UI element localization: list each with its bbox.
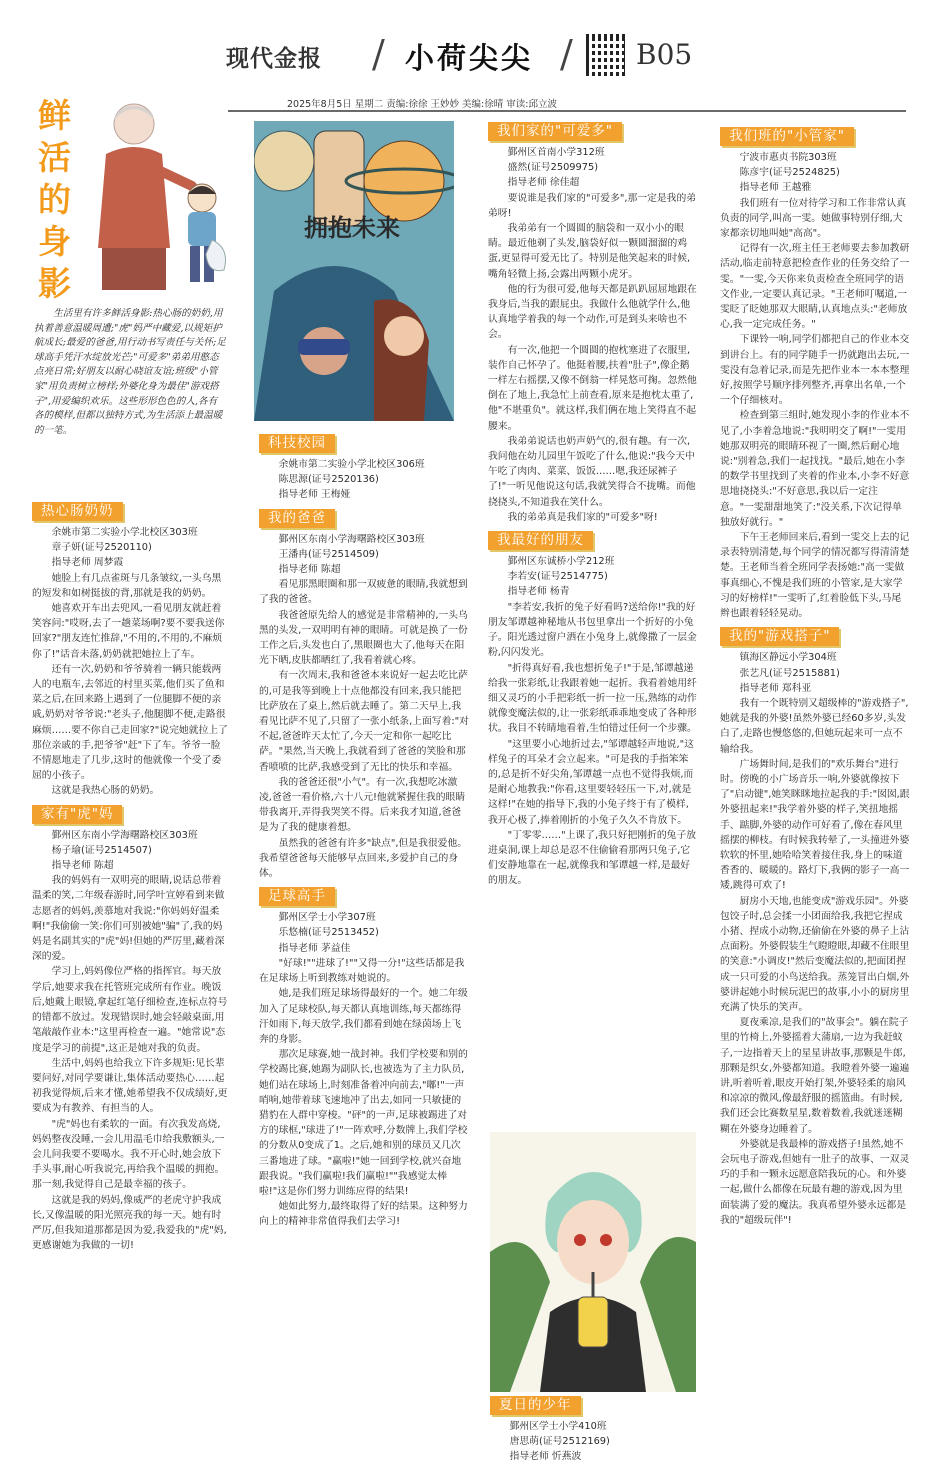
student: 王潘冉(证号2514509) [278, 548, 379, 560]
paragraph: 还有一次,奶奶和爷爷骑着一辆只能载两人的电瓶车,去邻近的村里买菜,他们买了鱼和菜之后,在回来路上遇到了一位腿脚不便的亲戚,奶奶对爷爷说:"老头子,他腿脚不便,走路很麻烦……要不你自己走回家?"说完她就拉上了那位亲戚的手,把爷爷"赶"下了车。爷爷一脸不情愿地走了几步,这时的他就像一个受了委屈的小孩子。 [32, 663, 228, 782]
teacher: 指导老师 陈超 [278, 564, 341, 576]
paragraph: 那次足球赛,她一战封神。我们学校要和别的学校踢比赛,她踢为副队长,也被选为了主力队员,她们站在球场上,时刻准备着冲向前去,"嘟!"一声哨响,她带着球飞速地冲了出去,如同一只敏捷的猎豹在人群中穿梭。"砰"的一声,足球被踢进了对方的球框,"球进了!"一阵欢呼,分数牌上,我们学校的分数从0变成了1。之后,她和别的球员又几次三番地进了球。"赢啦!"她一回到学校,就兴奋地跟我说。"我们赢啦!我们赢啦!""我感觉太棒啦!"这是你们努力训练应得的结果! [259, 1049, 468, 1197]
teacher: 指导老师 茅益佳 [278, 942, 351, 954]
paragraph: 夏夜乘凉,是我们的"故事会"。躺在院子里的竹椅上,外婆摇着大蒲扇,一边为我赶蚊子,一边指着天上的星星讲故事,那颗是牛郎,那颗是织女,外婆都知道。我瞪着外婆一遍遍讲,听着听着,眼皮开始打架,外婆轻柔的扇风和凉凉的微风,像最舒服的摇篮曲。有时候,我们还会比赛数星星,数着数着,我就迷迷糊糊在外婆身边睡着了。 [720, 1017, 910, 1135]
feature-title: 鲜活的身影 [38, 96, 71, 303]
article-title: 我的"游戏搭子" [720, 627, 839, 646]
school: 鄞州区东南小学海曙路校区303班 [278, 533, 425, 545]
paragraph: 我的妈妈有一双明亮的眼睛,说话总带着温柔的笑,二年级春游时,同学叶宣婷看到来做志愿者的妈妈,羡慕地对我说:"你妈妈好温柔啊!"我偷偷一笑:你们可别被她"骗"了,我的妈妈是名副其实的"虎"妈!但她的严厉里,藏着深深的爱。 [32, 875, 225, 963]
paragraph: 这就是我的妈妈,像威严的老虎守护我成长,又像温暖的阳光照亮我的每一天。她有时严厉,但我知道那都是因为爱,我爱我的"虎"妈,更感谢她为我做的一切! [32, 1194, 227, 1252]
paragraph: 生活中,妈妈也给我立下许多规矩:见长辈要问好,对同学要谦让,集体活动要热心……起初我觉得烦,后来才懂,她希望我不仅成绩好,更要成为有教养、有担当的人。 [32, 1057, 228, 1115]
school: 宁波市惠贞书院303班 [739, 152, 837, 163]
summer-boy-artwork [490, 1132, 696, 1392]
paragraph: 厨房小天地,也能变成"游戏乐园"。外婆包饺子时,总会揉一小团面给我,我把它捏成小猪、捏成小动物,还偷偷在外婆的鼻子上沾点面粉。外婆假装生气瞪瞪眼,却藏不住眼里的笑意:"小调皮!"然后变魔法似的,把面团捏成一只可爱的小鸟送给我。蒸笼冒出白烟,外婆讲起她小时候玩泥巴的故事,小小的厨房里充满了快乐的笑声。 [720, 895, 910, 1013]
paragraph: "这里要小心地折过去,"邹谭越轻声地说,"这样兔子的耳朵才会立起来。"可是我的手指笨笨的,总是折不好尖角,邹谭越一点也不觉得我烦,而是耐心地教我:"你看,这里要轻轻压一下,对,就是这样!"在她的指导下,我的小兔子终于有了模样,我开心极了,捧着刚折的小兔子久久不肯放下。 [488, 738, 694, 826]
student: 盛然(证号2509975) [507, 162, 599, 174]
school: 镇海区静远小学304班 [739, 652, 837, 664]
paragraph: 虽然我的爸爸有许多"缺点",但是我很爱他。我希望爸爸每天能够早点回来,多爱护自己的身体。 [259, 837, 468, 880]
tech-campus-artwork [254, 121, 454, 421]
article-title: 我最好的朋友 [488, 531, 593, 550]
student: 张艺凡(证号2515881) [739, 667, 840, 679]
summer-caption [490, 1390, 700, 1465]
paragraph: 看见那黑眼圈和那一双疲惫的眼睛,我就想到了我的爸爸。 [259, 579, 468, 606]
issue-meta: 2025年8月5日 星期二 责编:徐徐 王妙妙 美编:徐晴 审读:邱立波 [287, 99, 557, 110]
paragraph: 我的弟弟真是我们家的"可爱多"呀! [507, 511, 658, 523]
paragraph: 外婆就是我最棒的游戏搭子!虽然,她不会玩电子游戏,但她有一肚子的故事、一双灵巧的手和一颗永远愿意陪我玩的心。和外婆一起,做什么都像在玩最有趣的游戏,因为里面装满了爱的魔法。我真希望外婆永远都是我的"超级玩伴"! [720, 1138, 910, 1226]
grandma-and-boy-illustration [84, 98, 234, 298]
paragraph: "好球!""进球了!""又得一分!"这些话都是我在足球场上听到教练对她说的。 [259, 957, 465, 985]
paragraph: 我的爸爸还很"小气"。有一次,我想吃冰激凌,爸爸一看价格,六十八元!他就紧握住我的眼睛带我离开,弄得我哭笑不得。后来我才知道,爸爸是为了我的健康着想。 [259, 776, 466, 834]
paragraph: 有一次,他把一个圆圆的抱枕塞进了衣服里,装作自己怀孕了。他挺着腰,扶着"肚子",像企鹅一样左右摇摆,又像不倒翁一样晃悠可掬。忽然他倒在了地上,我急忙上前查看,原来是抱枕太重了,他"不堪重负"。就这样,我们俩在地上笑得直不起腰来。 [488, 344, 697, 432]
page-title: 小荷尖尖 [405, 41, 534, 75]
column-2 [259, 428, 469, 1230]
divider-slash: / [372, 32, 385, 76]
school: 余姚市第二实验小学北校区306班 [278, 459, 425, 470]
article-title: 家有"虎"妈 [32, 805, 122, 824]
teacher: 指导老师 杨青 [507, 586, 570, 598]
paragraph: "李若安,我折的兔子好看吗?送给你!"我的好朋友邹谭越神秘地从书包里拿出一个折好的小兔子。阳光透过窗户洒在小兔身上,就像撒了一层金粉,闪闪发光。 [488, 601, 697, 659]
paragraph: 她,是我们班足球场得最好的一个。她二年级加入了足球校队,每天都认真地训练,每天都练得汗如雨下,每天放学,我们都看到她在绿茵场上飞奔的身影。 [259, 988, 468, 1045]
feature-intro: 生活里有许多鲜活身影:热心肠的奶奶,用执着善意温暖周遭;"虎"妈严中藏爱,以规矩护航成长;最爱的爸爸,用行动书写责任与关怀;足球高手凭汗水绽放光芒;"可爱多"弟弟用憨态点亮日常;好朋友以耐心晓谊友谊;班级"小管家"用负责树立榜样;外婆化身为最佳"游戏搭子",用爱编织欢乐。这些形形色色的人,各有各的模样,但都以独特方式,为生活添上最温暖的一笔。 [34, 308, 226, 436]
paragraph: 她脸上有几点雀斑与几条皱纹,一头乌黑的短发和如树挺拔的背,那就是我的奶奶。 [32, 572, 222, 599]
teacher: 指导老师 周梦霞 [51, 557, 124, 569]
teacher: 指导老师 王梅娅 [278, 489, 351, 501]
school: 余姚市第二实验小学北校区303班 [51, 527, 198, 538]
qr-code-icon[interactable] [586, 34, 628, 76]
teacher: 指导老师 郑科亚 [739, 682, 812, 694]
student: 李若安(证号2514775) [507, 571, 608, 583]
page-number: B05 [636, 38, 693, 71]
divider-slash: / [560, 32, 573, 76]
paragraph: 我弟弟说话也奶声奶气的,很有趣。有一次,我问他在幼儿园里午饭吃了什么,他说:"我今天中午吃了肉肉、菜菜、饭饭……嗯,我还尿裤子了!"一听见他说这句话,我就笑得合不拢嘴。而他挠挠头,不知道我在笑什么。 [488, 435, 696, 508]
paragraph: 检查到第三组时,她发现小李的作业本不见了,小李着急地说:"我明明交了啊!"一雯用她那双明亮的眼睛环视了一圈,然后耐心地说:"别着急,我们一起找找。"最后,她在小李的数学书里找到了夹着的作业本,小李不好意思地挠挠头:"不好意思,我以后一定注意。"一雯甜甜地笑了:"没关系,下次记得单独放好就行。" [720, 410, 910, 528]
article-title: 夏日的少年 [490, 1396, 581, 1415]
teacher: 指导老师 王越雅 [739, 182, 812, 194]
paragraph: 我爸爸原先给人的感觉是非常精神的,一头乌黑的头发,一双明明有神的眼睛。可就是换了一份工作之后,头发也白了,黑眼圈也大了,他每天在阳光下晒,皮肤都晒红了,我看着就心疼。 [259, 609, 468, 667]
newspaper-brand: 现代金报 [226, 45, 322, 72]
header-rule [228, 110, 906, 112]
paragraph: "折得真好看,我也想折兔子!"于是,邹谭越递给我一张彩纸,让我跟着她一起折。我看着她用纤细又灵巧的小手把彩纸一折一拉一压,熟练的动作就像变魔法似的,让一张彩纸乖乖地变成了各种形状。我目不转睛地看着,生怕错过任何一个步骤。 [488, 662, 697, 735]
paragraph: 下课铃一响,同学们都把自己的作业本交到讲台上。有的同学随手一扔就跑出去玩,一雯没有急着记录,而是先把作业本一本本整理好,按照学号顺序排列整齐,再拿出名单,一个一个仔细核对。 [720, 334, 910, 407]
column-3 [488, 116, 698, 889]
article-title: 科技校园 [259, 434, 335, 453]
teacher: 指导老师 徐佳超 [507, 177, 580, 189]
paragraph: "虎"妈也有柔软的一面。有次我发高烧,妈妈整夜没睡,一会儿用温毛巾给我敷额头,一会儿问我要不要喝水。我不开心时,她会放下手头事,耐心听我说完,再给我个温暖的拥抱。那一刻,我觉得自己是最幸福的孩子。 [32, 1118, 225, 1191]
paragraph: 他的行为很可爱,他每天都是趴趴屈屈地跟在我身后,当我的跟屁虫。我做什么他就学什么,他认真地学着我的每一个动作,可是到头来啥也不会。 [488, 283, 697, 341]
paragraph: 我弟弟有一个圆圆的脑袋和一双小小的眼睛。最近他剃了头发,脑袋好似一颗圆溜溜的鸡蛋,更显得可爱无比了。特别是他笑起来的时候,嘴角轻微上扬,会露出两颗小虎牙。 [488, 223, 691, 280]
article-title: 我的爸爸 [259, 509, 335, 528]
article-title: 我们家的"可爱多" [488, 122, 622, 141]
student: 杨子瑜(证号2514507) [51, 844, 152, 856]
school: 鄞州区首南小学312班 [507, 147, 605, 158]
teacher: 指导老师 陈超 [51, 860, 114, 872]
paragraph: 记得有一次,班主任王老师要去参加教研活动,临走前特意把检查作业的任务交给了一雯。"一雯,今天你来负责检查全班同学的语文作业,一定要认真记录。"王老师叮嘱道,一雯眨了眨她那双大眼睛,认真地点头:"老师放心,我一定完成任务。" [720, 243, 910, 331]
paragraph: 下午王老师回来后,看到一雯交上去的记录表特别清楚,每个同学的情况都写得清清楚楚。王老师当着全班同学表扬她:"高一雯做事真细心,不愧是我们班的小管家,是大家学习的好榜样!"一雯听了,红着脸低下头,马尾辫也跟着轻轻晃动。 [720, 532, 910, 620]
paragraph: 我们班有一位对待学习和工作非常认真负责的同学,叫高一雯。她做事特别仔细,大家都亲切地叫她"高高"。 [720, 197, 907, 240]
school: 鄞州区学士小学410班 [509, 1421, 607, 1432]
article-title: 热心肠奶奶 [32, 502, 123, 521]
masthead [0, 0, 934, 95]
student: 唐思萌(证号2512169) [509, 1436, 610, 1448]
paragraph: 她如此努力,最终取得了好的结果。这种努力向上的精神非常值得我们去学习! [259, 1201, 468, 1228]
paragraph: "丁零零……"上课了,我只好把刚折的兔子放进桌洞,课上却总是忍不住偷偷看那两只兔子,它们安静地靠在一起,就像我和邹谭越一样,是最好的朋友。 [488, 829, 697, 887]
artwork-title: 拥抱未来 [304, 213, 400, 242]
student: 陈彦宇(证号2524825) [739, 167, 840, 179]
school: 鄞州区东诚桥小学212班 [507, 556, 615, 568]
school: 鄞州区学士小学307班 [278, 912, 376, 924]
student: 陈思源(证号2520136) [278, 474, 379, 486]
article-title: 我们班的"小管家" [720, 127, 854, 146]
paragraph: 学习上,妈妈像位严格的指挥官。每天放学后,她要求我在托管班完成所有作业。晚饭后,她戴上眼镜,拿起红笔仔细检查,连标点符号的错都不放过。发现错误时,她会轻敲桌面,用笔敲敲作业本:"这里再检查一遍。"她常说"态度是学习的前提",这正是她对我的负责。 [32, 966, 228, 1054]
paragraph: 我有一个既特别又超级棒的"游戏搭子",她就是我的外婆!虽然外婆已经60多岁,头发白了,走路也慢悠悠的,但她玩起来可一点不输给我。 [720, 697, 909, 755]
paragraph: 有一次周末,我和爸爸本来说好一起去吃比萨的,可是我等到晚上十点他都没有回来,我只能把比萨放在了桌上,然后就去睡了。第二天早上,我看见比萨不见了,只留了一张小纸条,上面写着:"对不起,爸爸昨天太忙了,今天一定和你一起吃比萨。"果然,当天晚上,我就看到了爸爸的笑脸和那香喷喷的比萨,我感受到了无比的快乐和幸福。 [259, 670, 469, 773]
paragraph: 广场舞时间,是我们的"欢乐舞台"进行时。傍晚的小广场音乐一响,外婆就像按下了"启动键",她笑眯眯地拉起我的手:"囡囡,跟外婆扭起来!"我学着外婆的样子,笑扭地摇手、踮脚,外婆的动作可好看了,像在春风里摇摆的柳枝。有时候我转晕了,一头撞进外婆软软的怀里,她哈哈笑着接住我,身上的味道香香的、暖暖的。路灯下,我俩的影子一高一矮,跳得可欢了! [720, 758, 910, 892]
school: 鄞州区东南小学海曙路校区303班 [51, 829, 198, 841]
column-4 [720, 121, 910, 1228]
student: 乐悠楠(证号2513452) [278, 927, 379, 939]
article-title: 足球高手 [259, 887, 335, 906]
teacher: 指导老师 忻燕波 [509, 1451, 582, 1463]
paragraph: 这就是我热心肠的奶奶。 [51, 785, 160, 797]
column-1 [32, 496, 228, 1253]
paragraph: 她喜欢开车出去兜风,一看见朋友就赶着笑容问:"哎呀,去了一趟菜场啊?要不要我送你回家?"朋友连忙推辞,"不用的,不用的,不麻烦你了!"话音未落,奶奶就把她拉上了车。 [32, 603, 225, 660]
paragraph: 要说谁是我们家的"可爱多",那一定是我的弟弟呀! [488, 192, 697, 219]
student: 章子妍(证号2520110) [51, 542, 152, 554]
